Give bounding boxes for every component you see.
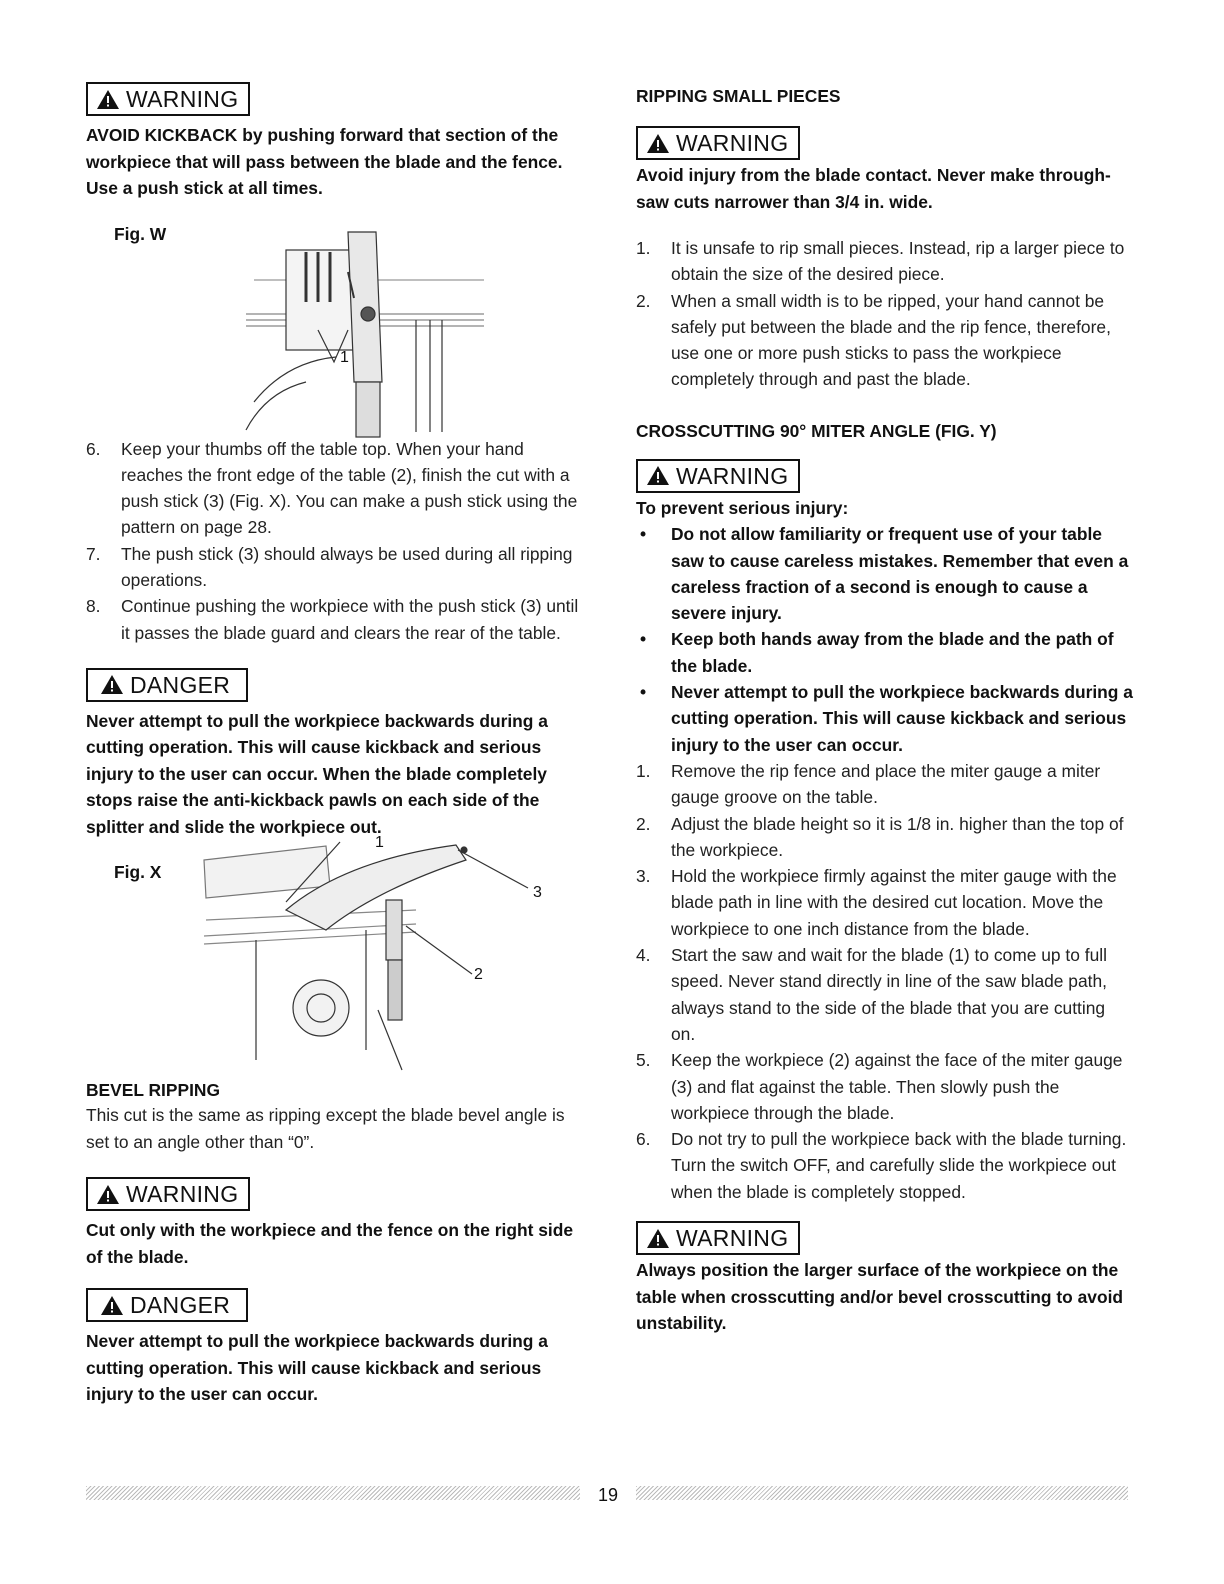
- section-heading: RIPPING SMALL PIECES: [636, 86, 841, 106]
- warning-triangle-icon: [646, 1228, 670, 1249]
- danger-text: Never attempt to pull the workpiece backwards during a cutting operation. This will cause kickback and serious injury to the user can occur.: [86, 1331, 548, 1405]
- warning-label-box: [636, 126, 800, 160]
- danger-triangle-icon: [100, 674, 124, 695]
- right-column: [636, 82, 1134, 1337]
- callout-3: 3: [533, 884, 542, 902]
- left-column: [86, 82, 586, 1408]
- warning-label: WARNING: [676, 130, 789, 156]
- list-item: 2. When a small width is to be ripped, your hand cannot be safely put between the blade and the rip fence, therefore, use one or more push sticks to pass the workpiece completely through and past the blade.: [636, 290, 1111, 390]
- warning-text: AVOID KICKBACK by pushing forward that section of the workpiece that will pass between the blade and the fence. Use a push stick at all times.: [86, 125, 563, 198]
- list-item: • Never attempt to pull the workpiece backwards during a cutting operation. This will cause kickback and serious injury to the user can occur.: [640, 682, 1133, 755]
- list-item: • Do not allow familiarity or frequent use of your table saw to cause careless mistakes. Remember that even a careless fraction of a second is enough to cause a severe injury.: [640, 524, 1129, 624]
- list-item: 6. Keep your thumbs off the table top. When your hand reaches the front edge of the table (2), finish the cut with a push stick (3) (Fig. X). You can make a push stick using the pattern on page 28.: [86, 438, 578, 538]
- warning-label-box: [636, 459, 800, 493]
- danger-label: DANGER: [130, 1292, 231, 1319]
- warning-label-box: [86, 1177, 250, 1211]
- callout-1: 1: [375, 834, 384, 852]
- paragraph: This cut is the same as ripping except the blade bevel angle is set to an angle other than “0”.: [86, 1105, 565, 1152]
- warning-text: Avoid injury from the blade contact. Never make through-saw cuts narrower than 3/4 in. wide.: [636, 165, 1111, 212]
- footer-rule-left: [86, 1486, 580, 1500]
- danger-label-box: [86, 668, 248, 702]
- warning-label: WARNING: [676, 462, 789, 489]
- warning-label: WARNING: [676, 1225, 789, 1251]
- figure-x-illustration: [86, 840, 586, 1078]
- list-item: 5. Keep the workpiece (2) against the face of the miter gauge (3) and flat against the table. Then slowly push the workpiece through the blade.: [636, 1050, 1123, 1123]
- warning-triangle-icon: [96, 89, 120, 110]
- warning-triangle-icon: [646, 133, 670, 154]
- footer-rule-right: [636, 1486, 1128, 1500]
- list-item: 3. Hold the workpiece firmly against the miter gauge with the blade path in line with the desired cut location. Move the workpiece to one inch distance from the blade.: [636, 866, 1117, 939]
- section-heading: CROSSCUTTING 90° MITER ANGLE (FIG. Y): [636, 420, 997, 441]
- page-number: 19: [598, 1485, 619, 1505]
- figure-label: Fig. X: [114, 862, 162, 883]
- steps-list: [86, 436, 586, 646]
- warning-triangle-icon: [646, 465, 670, 486]
- list-item: 6. Do not try to pull the workpiece back with the blade turning. Turn the switch OFF, and carefully slide the workpiece out when the blade is completely stopped.: [636, 1129, 1127, 1202]
- danger-label: DANGER: [130, 671, 231, 698]
- callout-1: 1: [340, 348, 349, 366]
- warning-label: WARNING: [126, 86, 239, 112]
- steps-list: [636, 758, 1134, 1205]
- danger-label-box: [86, 1288, 248, 1322]
- figure-label: Fig. W: [114, 223, 167, 244]
- bullet-list: [636, 521, 1134, 758]
- warning-triangle-icon: [96, 1184, 120, 1205]
- figure-x: [86, 834, 586, 1078]
- list-item: • Keep both hands away from the blade and the path of the blade.: [640, 629, 1114, 676]
- list-item: 4. Start the saw and wait for the blade (1) to come up to full speed. Never stand directly in line of the saw blade path, always stand to the side of the blade that you are cutting on.: [636, 945, 1107, 1044]
- warning-label: WARNING: [126, 1181, 239, 1208]
- list-item: 8. Continue pushing the workpiece with the push stick (3) until it passes the blade guard and clears the rear of the table.: [86, 596, 579, 643]
- warning-label-box: [636, 1221, 800, 1255]
- danger-text: Never attempt to pull the workpiece backwards during a cutting operation. This will cause kickback and serious injury to the user can occur. When the blade completely stops raise the anti-kickback pawls on each side of the splitter and slide the workpiece out.: [86, 710, 548, 837]
- figure-w: [86, 202, 586, 440]
- warning-intro: To prevent serious injury:: [636, 497, 849, 518]
- list-item: 1. It is unsafe to rip small pieces. Instead, rip a larger piece to obtain the size of the desired piece.: [636, 238, 1125, 285]
- list-item: 2. Adjust the blade height so it is 1/8 in. higher than the top of the workpiece.: [636, 813, 1124, 860]
- warning-text: Cut only with the workpiece and the fence on the right side of the blade.: [86, 1220, 573, 1267]
- warning-label-box: [86, 82, 250, 116]
- callout-2: 2: [474, 966, 483, 984]
- list-item: 1. Remove the rip fence and place the miter gauge a miter gauge groove on the table.: [636, 760, 1101, 808]
- list-item: 7. The push stick (3) should always be used during all ripping operations.: [86, 543, 573, 590]
- warning-text: Always position the larger surface of the workpiece on the table when crosscutting and/or bevel crosscutting to avoid unstability.: [636, 1260, 1124, 1333]
- steps-list: [636, 235, 1134, 393]
- section-heading: BEVEL RIPPING: [86, 1080, 221, 1101]
- figure-w-illustration: [86, 202, 586, 440]
- danger-triangle-icon: [100, 1295, 124, 1316]
